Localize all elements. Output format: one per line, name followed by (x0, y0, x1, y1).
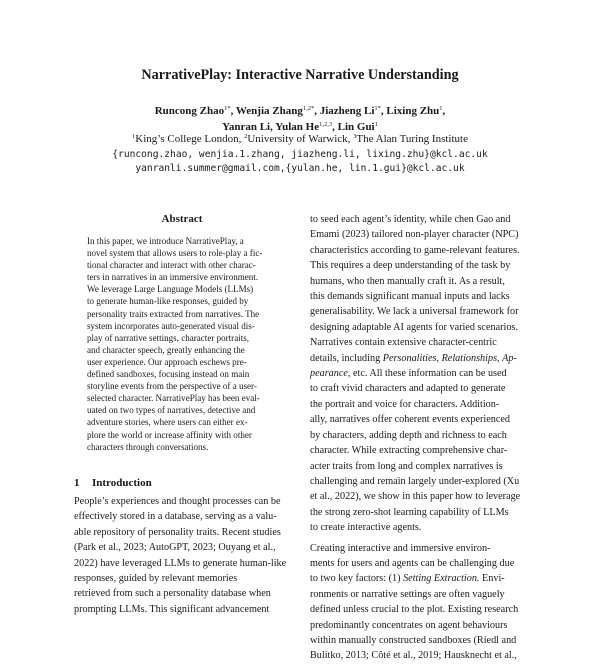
text-line: to craft vivid characters and adapted to generate (310, 383, 506, 395)
author-name: Lin Gui (337, 121, 375, 133)
text-line: by characters, adding depth and richness to each (310, 429, 507, 441)
affiliation-mark: 1 (132, 133, 136, 140)
abstract-line: uated on two types of narratives, detective and (87, 405, 256, 416)
text-line: acter traits from long and complex narratives is (310, 460, 503, 472)
text-line: able repository of personality traits. Recent studies (74, 526, 281, 538)
author-affiliation-mark: 1,2* (302, 105, 315, 112)
affiliation-name: King’s College London, (135, 133, 245, 145)
text-line: characteristics according to game-relevant features. (310, 244, 520, 256)
text-line: the portrait and voice for characters. Addition- (310, 398, 500, 410)
abstract-heading: Abstract (161, 213, 203, 225)
italic-term: Setting Extraction. (403, 573, 480, 585)
author-emails (0, 148, 600, 176)
author-name: Runcong Zhao (154, 105, 225, 117)
abstract-line: characters through conversations. (87, 441, 209, 452)
text-line: Narratives contain extensive character-centric (310, 337, 497, 349)
text-line: retrieved from such a personality database when (74, 588, 271, 600)
text-line: this demands significant manual inputs and lacks (310, 291, 510, 303)
abstract-line: We leverage Large Language Models (LLMs) (87, 284, 254, 295)
text-line: designing adaptable AI agents for varied scenarios. (310, 321, 518, 333)
author-affiliation-mark: 1 (439, 105, 443, 112)
author-name: Lixing Zhu (386, 105, 440, 117)
abstract-line: play of narrative settings, character portraits, (87, 332, 250, 343)
abstract-line: ters in narratives in an immersive environment. (87, 272, 259, 283)
text-line: pearance, etc. All these information can be used (310, 368, 507, 380)
section-number: 1 (74, 477, 80, 489)
author-affiliation-mark: 1* (374, 105, 381, 112)
abstract-line: adventure stories, where users can either ex- (87, 417, 248, 428)
author-line: Yanran Li, Yulan He$^{1,2,3}$, Lin Gui$^1$ (222, 121, 378, 133)
affiliation-mark: 3 (353, 133, 357, 140)
text-line: Emami (2023) tailored non-player character (NPC) (310, 229, 519, 241)
text-line: humans, who then manually craft it. As a result, (310, 275, 505, 287)
affiliation-name: University of Warwick, (247, 133, 354, 145)
affiliation-mark: 2 (244, 133, 248, 140)
abstract-line: to generate human-like responses, guided by (87, 296, 249, 307)
author-name: Yanran Li (222, 121, 271, 133)
text-line: generalisability. We lack a universal framework for (310, 306, 519, 318)
text-line: within manually constructed sandboxes (Riedl and (310, 634, 517, 646)
text-line: details, including Personalities, Relationships, Ap- (310, 352, 517, 364)
paper-title: NarrativePlay: Interactive Narrative Understanding (141, 67, 459, 83)
text-line: challenging and remain largely under-explored (Xu (310, 475, 520, 487)
abstract-line: tional character and interact with other charac- (87, 260, 256, 271)
abstract-line: and character speech, greatly enhancing the (87, 344, 245, 355)
text-line: People’s experiences and thought processes can be (74, 496, 281, 507)
text-line: defined unless crucial to the plot. Existing research (310, 604, 519, 616)
text-line: This requires a deep understanding of the task by (310, 260, 511, 272)
section-title: Introduction (92, 477, 152, 489)
abstract-body (87, 235, 277, 453)
abstract-line: novel system that allows users to role-play a fic- (87, 248, 263, 259)
author-line: Runcong Zhao$^{1*}$, Wenjia Zhang$^{1,2*}$, Jiazheng $Li^{1*}$, Lixing Zhu$^1$, (154, 105, 446, 117)
text-line: ronments or narrative settings are often vaguely (310, 588, 505, 600)
text-line: to create interactive agents. (310, 522, 422, 534)
text-line: to two key factors: (1) Setting Extraction. Envi- (310, 573, 505, 585)
text-line: effectively stored in a database, serving as a valu- (74, 511, 277, 523)
email-line: {runcong.zhao, wenjia.1.zhang, jiazheng.li, lixing.zhu}@kcl.ac.uk (112, 149, 488, 160)
left-column-body (74, 494, 290, 617)
text-line: Bulitko, 2013; Côté et al., 2019; Hausknecht et al., (310, 650, 517, 662)
text-line: predominantly concentrates on agent behaviours (310, 619, 508, 631)
abstract-line: personality traits extracted from narratives. The (87, 308, 260, 319)
text-line: et al., 2022), we show in this paper how to leverage (310, 491, 521, 503)
author-affiliation-mark: 1* (224, 105, 231, 112)
text-line: ally, narratives offer coherent events experienced (310, 414, 510, 426)
text-line: prompting LLMs. This significant advancement (74, 603, 270, 615)
abstract-line: plore the world or increase affinity with other (87, 429, 252, 440)
author-affiliation-mark: 1 (374, 121, 378, 128)
abstract-line: user experience. Our approach eschews pre- (87, 356, 247, 367)
text-line: (Park et al., 2023; AutoGPT, 2023; Ouyang et al., (74, 542, 276, 554)
affiliation-name: The Alan Turing Institute (356, 133, 468, 145)
italic-term: Ap- (502, 352, 517, 364)
text-line: 2022) have leveraged LLMs to generate human-like (74, 557, 287, 569)
text-line: responses, guided by relevant memories (74, 573, 238, 585)
abstract-line: storyline events from the perspective of a user- (87, 381, 257, 392)
affiliations (0, 132, 600, 146)
author-affiliation-mark: 1,2,3 (319, 121, 333, 128)
author-list (0, 103, 600, 135)
section-heading (74, 476, 152, 490)
author-name: Yulan He (275, 121, 320, 133)
text-line: Creating interactive and immersive environ- (310, 542, 491, 554)
author-name: Jiazheng Li (319, 105, 375, 117)
author-name: Wenjia Zhang (235, 105, 303, 117)
text-line: to seed each agent’s identity, while chen Gao and (310, 214, 511, 225)
email-line: yanranli.summer@gmail.com,{yulan.he, lin.1.gui}@kcl.ac.uk (135, 163, 465, 174)
abstract-line: selected character. NarrativePlay has been eval- (87, 393, 260, 404)
italic-term: pearance (310, 368, 348, 380)
abstract-line: system incorporates auto-generated visual dis- (87, 320, 255, 331)
text-line: ments for users and agents can be challenging due (310, 557, 515, 569)
abstract-line: defined sandboxes, focusing instead on main (87, 369, 250, 380)
text-line: character. While extracting comprehensive char- (310, 445, 508, 457)
right-column-body (310, 212, 526, 664)
italic-term: Relationships (441, 352, 498, 364)
text-line: the strong zero-shot learning capability of LLMs (310, 506, 509, 518)
abstract-line: In this paper, we introduce NarrativePlay, a (87, 236, 244, 246)
italic-term: Personalities (382, 352, 437, 364)
